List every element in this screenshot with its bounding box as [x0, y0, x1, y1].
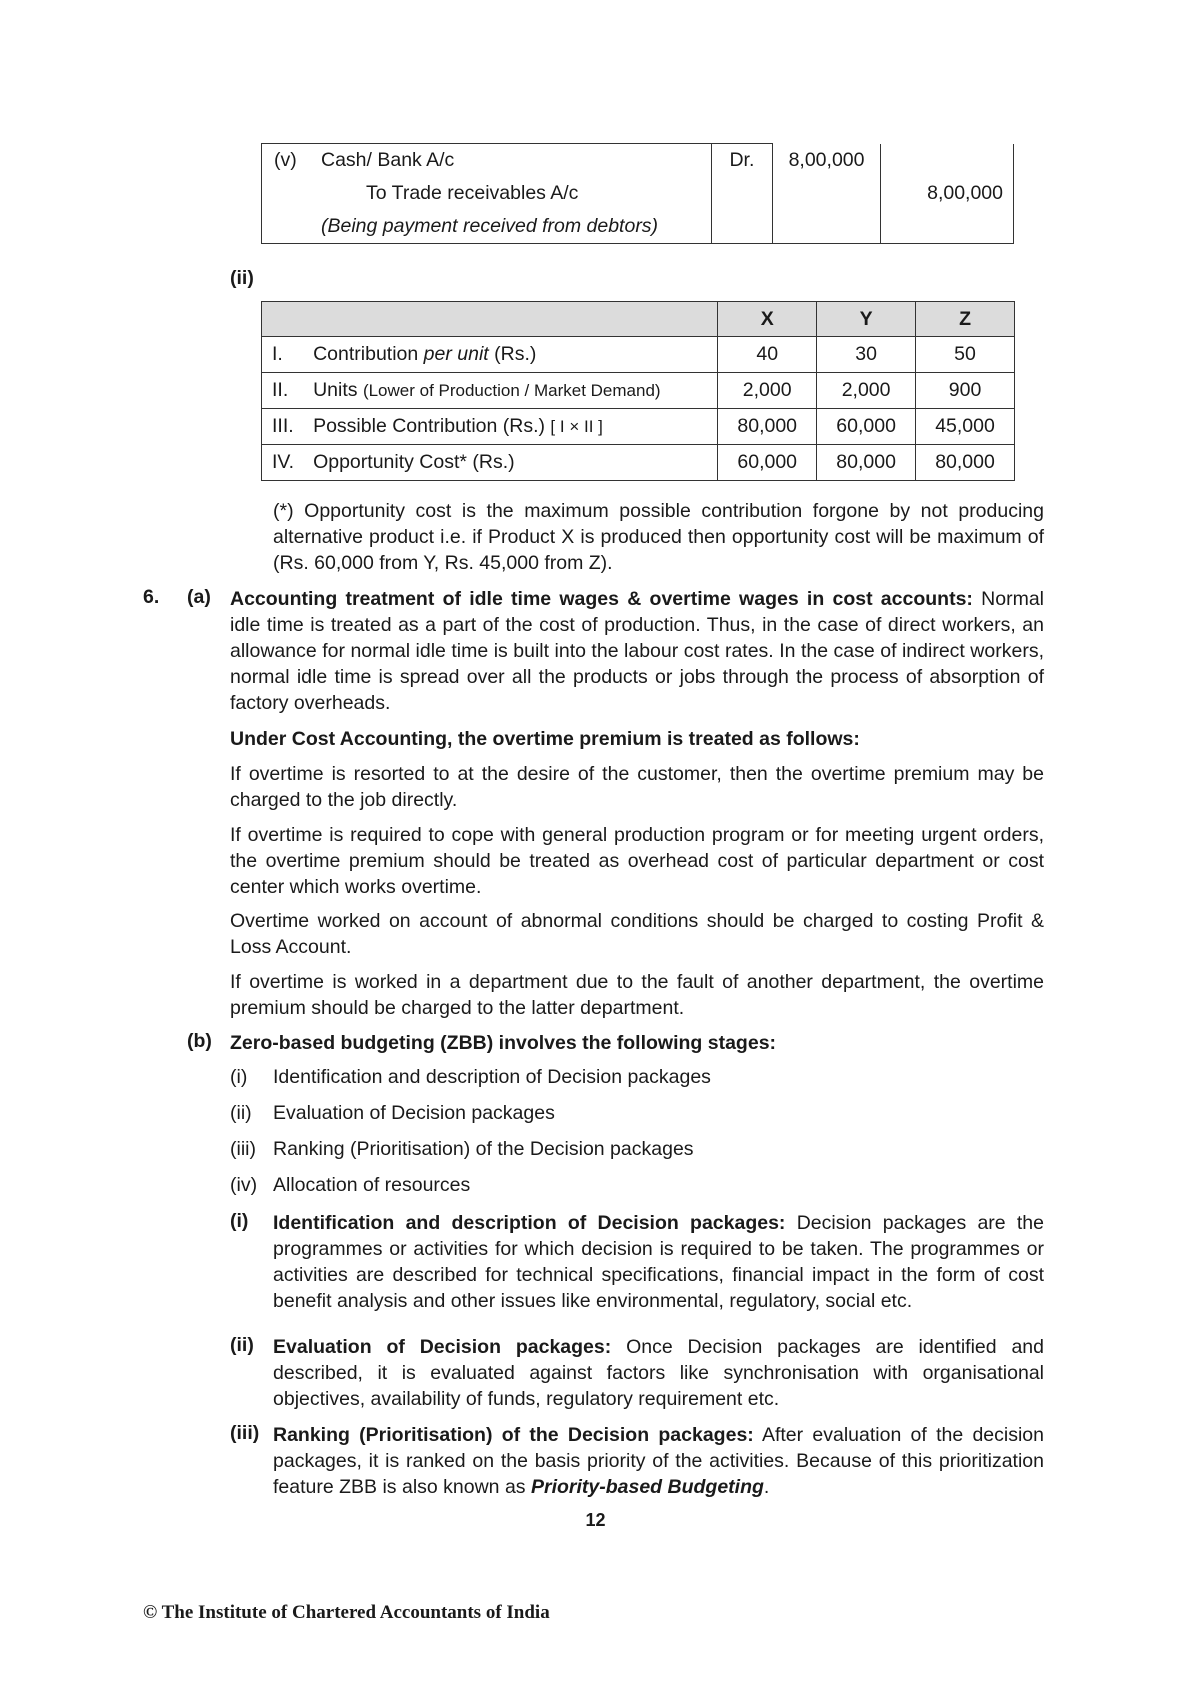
- part-b-label: (b): [187, 1030, 212, 1052]
- part-ii-label: (ii): [230, 267, 254, 289]
- credit-account: To Trade receivables A/c: [365, 182, 579, 204]
- detail-number: (i): [230, 1210, 249, 1232]
- debit-account: Cash/ Bank A/c: [321, 144, 711, 178]
- stage-number: (iii): [230, 1138, 256, 1160]
- credit-amount: 8,00,000: [880, 177, 1013, 210]
- column-header: Y: [817, 302, 916, 337]
- overtime-paragraph: If overtime is worked in a department due to the fault of another department, the overtime premium should be charged to the latter department.: [230, 971, 1044, 1019]
- entry-number: (v): [262, 144, 321, 178]
- footer-copyright: © The Institute of Chartered Accountants of India: [143, 1602, 550, 1623]
- zbb-heading: Zero-based budgeting (ZBB) involves the following stages:: [230, 1032, 777, 1054]
- overtime-paragraph: Overtime worked on account of abnormal conditions should be charged to costing Profit & Loss Account.: [230, 910, 1044, 958]
- stage-number: (iv): [230, 1174, 258, 1196]
- column-header: Z: [916, 302, 1015, 337]
- stage-text: Identification and description of Decision packages: [273, 1066, 711, 1088]
- contribution-table: [261, 301, 1015, 481]
- stage-text: Allocation of resources: [273, 1174, 471, 1196]
- stage-text: Evaluation of Decision packages: [273, 1102, 555, 1124]
- opportunity-cost-footnote: (*) Opportunity cost is the maximum possible contribution forgone by not producing alternative product i.e. if Product X is produced then opportunity cost will be maximum of (Rs. 60,000 from Y, Rs. 45,000 from Z).: [273, 500, 1044, 574]
- stage-number: (ii): [230, 1102, 252, 1124]
- overtime-heading: Under Cost Accounting, the overtime premium is treated as follows:: [230, 728, 860, 750]
- idle-time-paragraph: Accounting treatment of idle time wages & overtime wages in cost accounts: Normal idle time is treated as a part of the cost of production. Thus, in the case of direct workers, an allowance for normal idle time is built into the labour cost rates. In the case of indirect workers, normal idle time is spread over all the products or jobs through the process of absorption of factory overheads.: [230, 588, 1045, 714]
- detail-number: (iii): [230, 1422, 260, 1444]
- debit-amount: 8,00,000: [773, 144, 881, 178]
- table-row: IV. Opportunity Cost* (Rs.) 60,000 80,000 80,000: [262, 445, 1015, 481]
- journal-entry-table: [261, 143, 1014, 244]
- overtime-paragraph: If overtime is resorted to at the desire of the customer, then the overtime premium may be charged to the job directly.: [230, 763, 1044, 811]
- question-number: 6.: [143, 586, 160, 608]
- table-row: I. Contribution per unit (Rs.) 40 30 50: [262, 337, 1015, 373]
- overtime-paragraph: If overtime is required to cope with general production program or for meeting urgent orders, the overtime premium should be treated as overhead cost of particular department or cost center which works overtime.: [230, 824, 1044, 898]
- page-number: 12: [585, 1510, 606, 1530]
- detail-number: (ii): [230, 1334, 254, 1356]
- stage-text: Ranking (Prioritisation) of the Decision packages: [273, 1138, 694, 1160]
- table-row: II. Units (Lower of Production / Market Demand) 2,000 2,000 900: [262, 373, 1015, 409]
- part-a-label: (a): [187, 586, 211, 608]
- evaluation-detail: Evaluation of Decision packages: Once Decision packages are identified and described, it is evaluated against factors like synchronisation with organisational objectives, availability of funds, regulatory requirement etc.: [273, 1336, 1044, 1410]
- decision-packages-detail: Identification and description of Decision packages: Decision packages are the programmes or activities for which decision is required to be taken. The programmes or activities are described for technical specifications, financial impact in the form of cost benefit analysis and other issues like environmental, regulatory, social etc.: [273, 1212, 1044, 1312]
- column-header: X: [718, 302, 817, 337]
- narration: (Being payment received from debtors): [321, 210, 711, 244]
- table-row: III. Possible Contribution (Rs.) [ I × II ] 80,000 60,000 45,000: [262, 409, 1015, 445]
- ranking-detail: Ranking (Prioritisation) of the Decision packages: After evaluation of the decision packages, it is ranked on the basis priority of the activities. Because of this prioritization feature ZBB is also known as Priority-based Budgeting.: [273, 1424, 1044, 1498]
- stage-number: (i): [230, 1066, 248, 1088]
- dr-marker: Dr.: [711, 144, 773, 178]
